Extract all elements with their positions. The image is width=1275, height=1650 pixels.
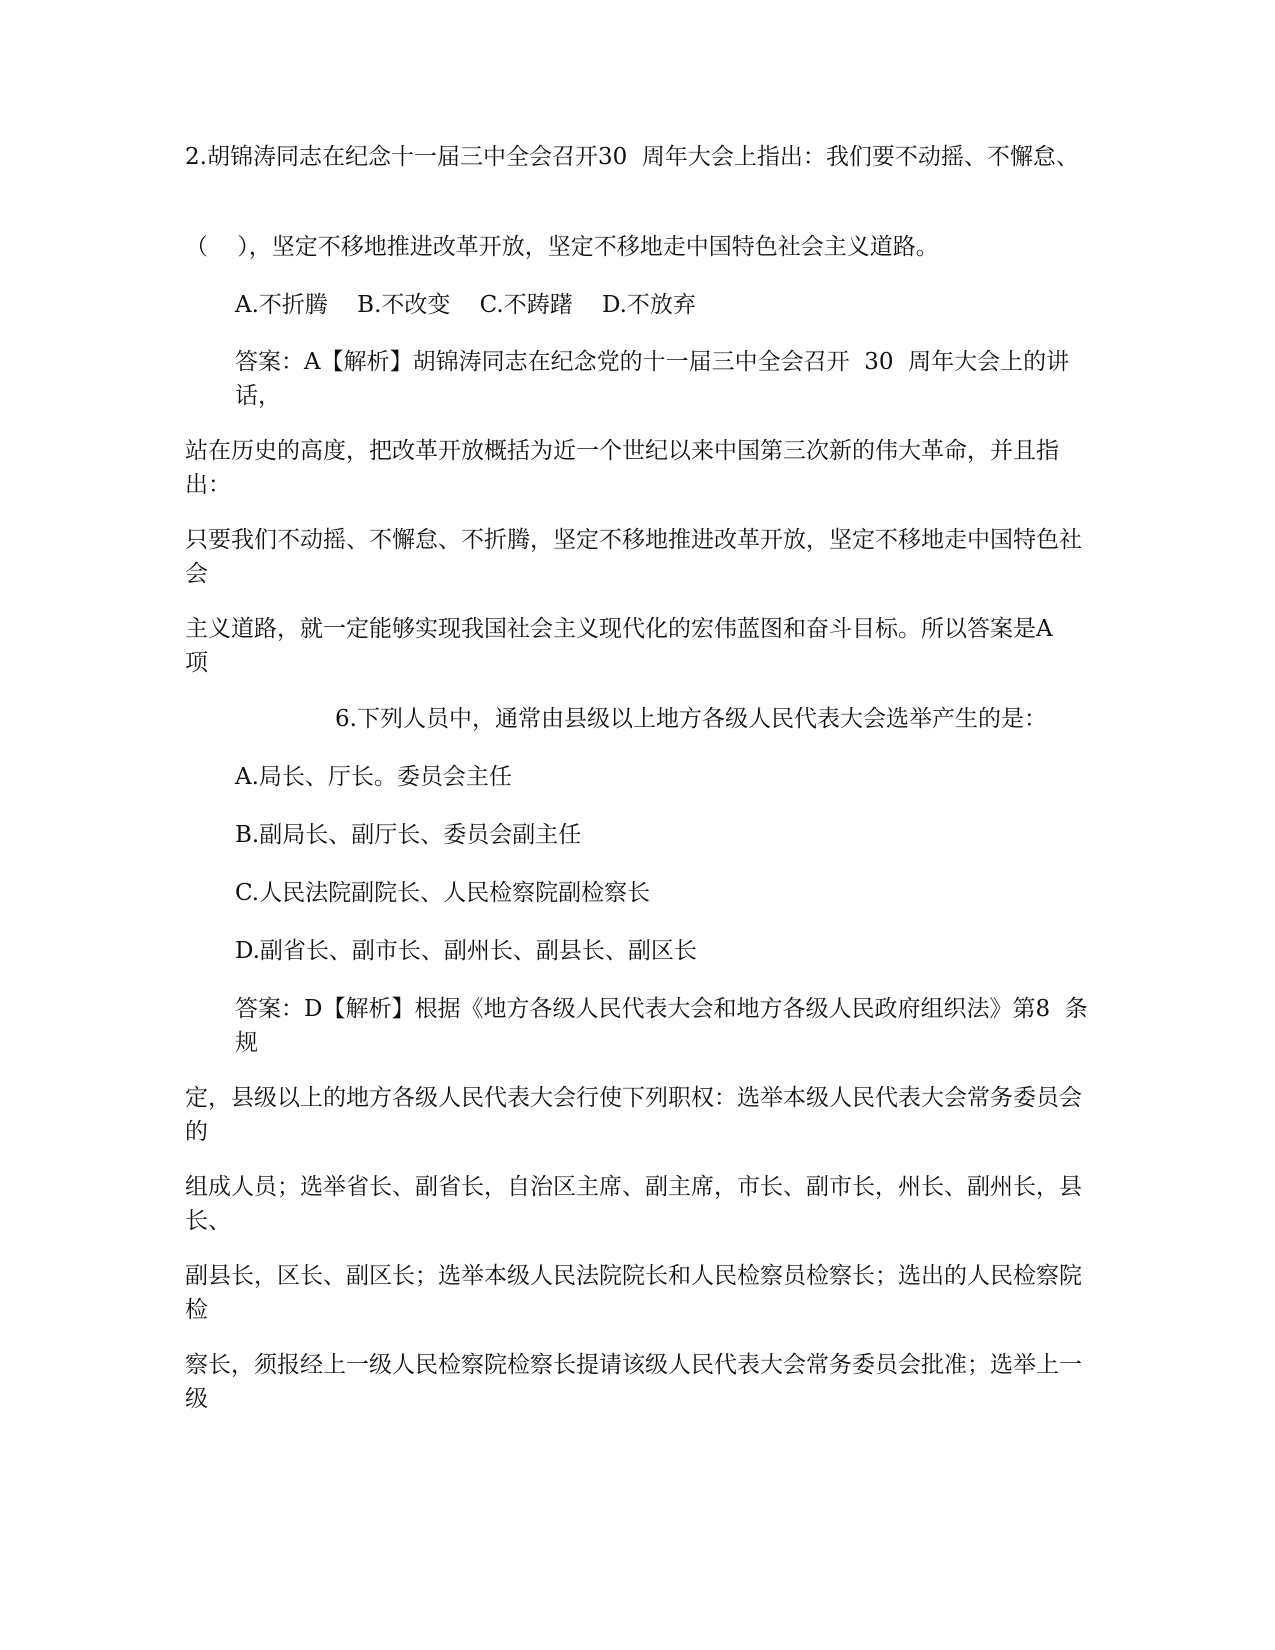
question-6-answer-line-5: 察长，须报经上一级人民检察院检察长提请该级人民代表大会常务委员会批准；选举上一级 xyxy=(185,1352,1082,1412)
question-6-answer-line-2: 定，县级以上的地方各级人民代表大会行使下列职权：选举本级人民代表大会常务委员会的 xyxy=(185,1085,1082,1145)
question-2-stem-line-1: 2.胡锦涛同志在纪念十一届三中全会召开30 周年大会上指出：我们要不动摇、不懈怠、 xyxy=(185,144,1079,170)
question-6-answer-line-4: 副县长，区长、副区长；选举本级人民法院院长和人民检察员检察长；选出的人民检察院检 xyxy=(185,1263,1082,1323)
question-6-answer-line-3: 组成人员；选举省长、副省长，自治区主席、副主席，市长、副市长，州长、副州长，县长、 xyxy=(185,1174,1082,1234)
question-6-option-b: B.副局长、副厅长、委员会副主任 xyxy=(235,822,582,848)
question-6-option-d: D.副省长、副市长、副州长、副县长、副区长 xyxy=(235,938,697,964)
question-6-option-a: A.局长、厅长。委员会主任 xyxy=(235,764,512,790)
question-6-option-c: C.人民法院副院长、人民检察院副检察长 xyxy=(235,880,651,906)
question-2-options: A.不折腾 B.不改变 C.不踌躇 D.不放弃 xyxy=(235,292,696,318)
question-6-answer-line-1: 答案：D【解析】根据《地方各级人民代表大会和地方各级人民政府组织法》第8 条规 xyxy=(235,996,1088,1056)
question-6-stem: 6.下列人员中，通常由县级以上地方各级人民代表大会选举产生的是： xyxy=(335,706,1047,732)
question-2-stem-line-2: （ ），坚定不移地推进改革开放，坚定不移地走中国特色社会主义道路。 xyxy=(185,234,939,260)
question-2-answer-line-1: 答案：A【解析】胡锦涛同志在纪念党的十一届三中全会召开 30 周年大会上的讲话， xyxy=(235,349,1070,409)
question-2-answer-line-4: 主义道路，就一定能够实现我国社会主义现代化的宏伟蓝图和奋斗目标。所以答案是A 项 xyxy=(185,616,1068,676)
question-2-answer-line-3: 只要我们不动摇、不懈怠、不折腾，坚定不移地推进改革开放，坚定不移地走中国特色社会 xyxy=(185,527,1082,587)
question-2-answer-line-2: 站在历史的高度，把改革开放概括为近一个世纪以来中国第三次新的伟大革命，并且指出： xyxy=(185,438,1059,498)
